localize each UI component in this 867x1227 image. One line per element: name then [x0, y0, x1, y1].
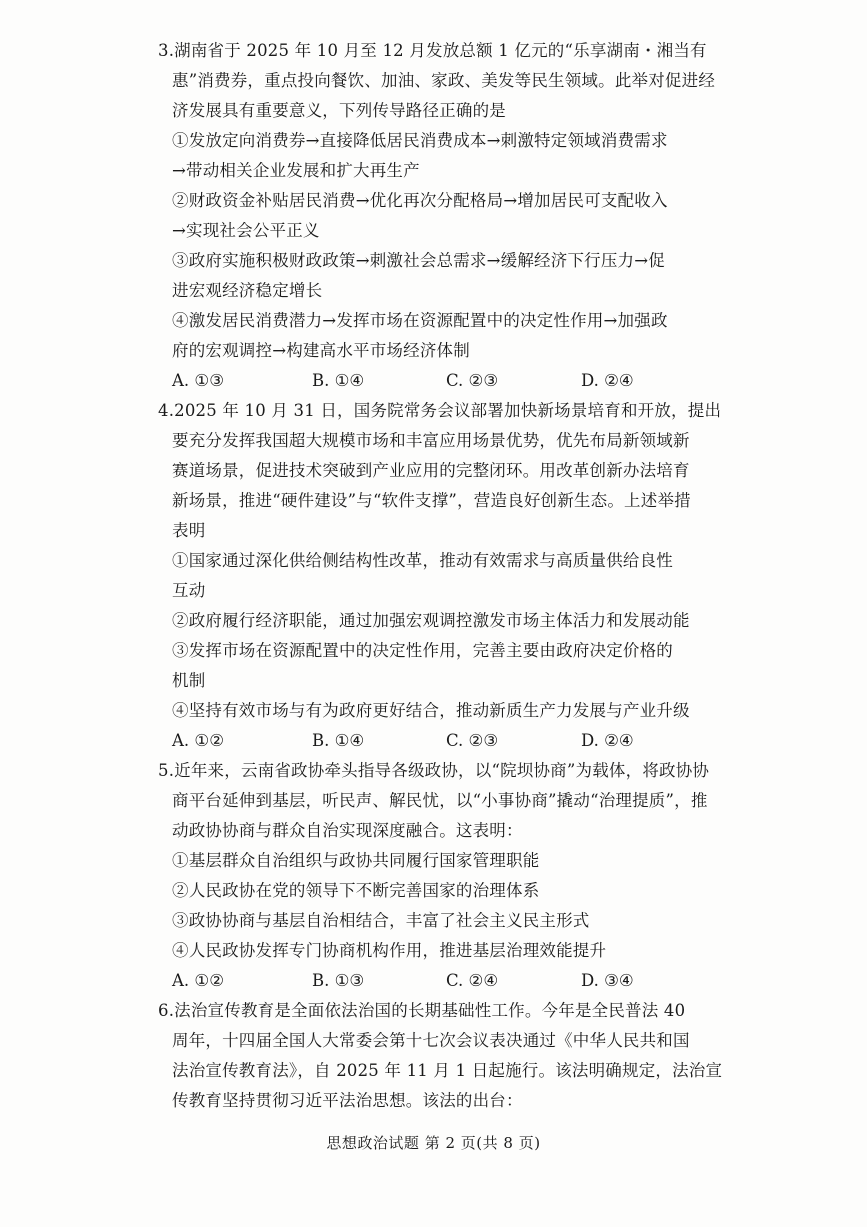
question-item-line: 互动: [172, 581, 206, 600]
answer-options: [172, 966, 712, 996]
question-stem-line: 新场景，推进“硬件建设”与“软件支撑”，营造良好创新生态。上述举措: [172, 491, 691, 510]
question-stem-line: 传教育坚持贯彻习近平法治思想。该法的出台：: [172, 1091, 523, 1110]
option-b: B. ①④: [312, 371, 365, 390]
question-item-line: →带动相关企业发展和扩大再生产: [172, 161, 420, 180]
option-a: A. ①②: [172, 971, 224, 990]
option-b: B. ①④: [312, 731, 365, 750]
question-item-line: ②财政资金补贴居民消费→优化再次分配格局→增加居民可支配收入: [172, 191, 668, 210]
question-stem-line: 表明: [172, 521, 206, 540]
question-stem-line: 6.法治宣传教育是全面依法治国的长期基础性工作。今年是全民普法 40: [158, 1001, 686, 1020]
question-item-line: ②人民政协在党的领导下不断完善国家的治理体系: [172, 881, 540, 900]
question-5: [158, 756, 712, 996]
option-d: D. ③④: [581, 971, 634, 990]
question-item-line: →实现社会公平正义: [172, 221, 320, 240]
question-item-line: ①基层群众自治组织与政协共同履行国家管理职能: [172, 851, 540, 870]
option-a: A. ①③: [172, 371, 224, 390]
question-stem-line: 周年，十四届全国人大常委会第十七次会议表决通过《中华人民共和国: [172, 1031, 690, 1050]
question-stem-line: 法治宣传教育法》，自 2025 年 11 月 1 日起施行。该法明确规定，法治宣: [172, 1061, 723, 1080]
question-item-line: ①发放定向消费券→直接降低居民消费成本→刺激特定领域消费需求: [172, 131, 668, 150]
question-item-line: ①国家通过深化供给侧结构性改革，推动有效需求与高质量供给良性: [172, 551, 673, 570]
option-c: C. ②④: [446, 971, 499, 990]
question-item-line: ③发挥市场在资源配置中的决定性作用，完善主要由政府决定价格的: [172, 641, 673, 660]
answer-options: [172, 366, 712, 396]
question-item-line: 进宏观经济稳定增长: [172, 281, 323, 300]
question-stem-line: 动政协协商与群众自治实现深度融合。这表明：: [172, 821, 523, 840]
question-item-line: 机制: [172, 671, 206, 690]
question-stem-line: 要充分发挥我国超大规模市场和丰富应用场景优势，优先布局新领域新: [172, 431, 690, 450]
answer-options: [172, 726, 712, 756]
question-stem-line: 赛道场景，促进技术突破到产业应用的完整闭环。用改革创新办法培育: [172, 461, 690, 480]
option-d: D. ②④: [581, 731, 634, 750]
question-4: [158, 396, 722, 756]
option-c: C. ②③: [446, 371, 499, 390]
question-item-line: ③政协协商与基层自治相结合，丰富了社会主义民主形式: [172, 911, 590, 930]
question-stem-line: 4.2025 年 10 月 31 日，国务院常务会议部署加快新场景培育和开放，提出: [158, 401, 722, 420]
question-item-line: ④人民政协发挥专门协商机构作用，推进基层治理效能提升: [172, 941, 607, 960]
option-b: B. ①③: [312, 971, 365, 990]
question-item-line: ③政府实施积极财政政策→刺激社会总需求→缓解经济下行压力→促: [172, 251, 665, 270]
questions-container: [158, 36, 723, 1116]
option-c: C. ②③: [446, 731, 499, 750]
question-item-line: ④坚持有效市场与有为政府更好结合，推动新质生产力发展与产业升级: [172, 701, 690, 720]
question-item-line: 府的宏观调控→构建高水平市场经济体制: [172, 341, 470, 360]
question-stem-line: 5.近年来，云南省政协牵头指导各级政协，以“院坝协商”为载体，将政协协: [158, 761, 710, 780]
question-stem-line: 3.湖南省于 2025 年 10 月至 12 月发放总额 1 亿元的“乐享湖南・湘当有: [158, 41, 707, 60]
question-6: [158, 996, 723, 1116]
question-stem-line: 商平台延伸到基层，听民声、解民忧，以“小事协商”撬动“治理提质”，推: [172, 791, 708, 810]
question-stem-line: 济发展具有重要意义，下列传导路径正确的是: [172, 101, 506, 120]
question-stem-line: 惠”消费券，重点投向餐饮、加油、家政、美发等民生领域。此举对促进经: [172, 71, 716, 90]
question-item-line: ②政府履行经济职能，通过加强宏观调控激发市场主体活力和发展动能: [172, 611, 690, 630]
question-3: [158, 36, 716, 396]
option-a: A. ①②: [172, 731, 224, 750]
question-item-line: ④激发居民消费潜力→发挥市场在资源配置中的决定性作用→加强政: [172, 311, 668, 330]
page-footer: 思想政治试题 第 2 页(共 8 页): [326, 1134, 541, 1152]
option-d: D. ②④: [581, 371, 634, 390]
